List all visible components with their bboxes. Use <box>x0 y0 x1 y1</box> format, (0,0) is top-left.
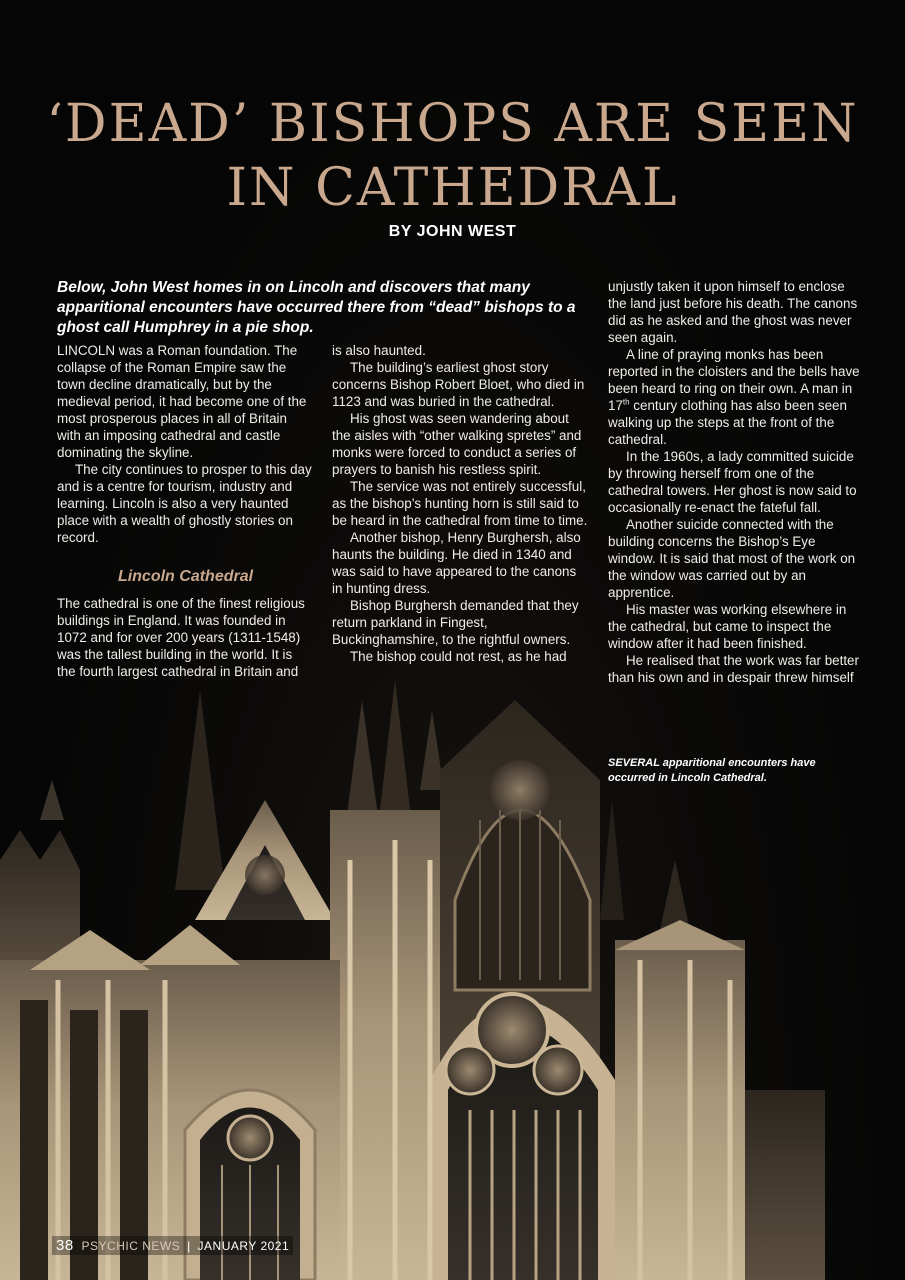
paragraph: Another suicide connected with the building concerns the Bishop’s Eye window. It is said that most of the work on the window was carried out by an apprentice. <box>608 517 856 600</box>
publication-name: PSYCHIC NEWS <box>81 1239 181 1253</box>
column-1 <box>57 342 314 680</box>
paragraph: LINCOLN was a Roman foundation. The collapse of the Roman Empire saw the town decline dramatically, but by the medieval period, it had become one of the most prosperous places in all of Britain with an imposing cathedral and castle dominating the skyline. <box>57 343 307 460</box>
paragraph: The cathedral is one of the finest religious buildings in England. It was founded in 1072 and for over 200 years (1311-1548) was the tallest building in the world. It is the fourth largest cathedral in Britain and <box>57 596 305 679</box>
issue-date: JANUARY 2021 <box>197 1239 290 1253</box>
title-line-2: IN CATHEDRAL <box>226 158 679 218</box>
paragraph: The building’s earliest ghost story concerns Bishop Robert Bloet, who died in 1123 and was buried in the cathedral. <box>332 360 585 409</box>
column-3 <box>608 278 866 686</box>
photo-caption: SEVERAL apparitional encounters have occurred in Lincoln Cathedral. <box>608 757 816 784</box>
ordinal-suffix: th <box>622 397 630 407</box>
section-subheading: Lincoln Cathedral <box>117 568 254 585</box>
paragraph: His ghost was seen wandering about the aisles with “other walking spretes” and monks were forced to conduct a series of prayers to banish his restless spirit. <box>332 411 582 477</box>
intro-standfirst: Below, John West homes in on Lincoln and discovers that many apparitional encounters have occurred there from “dead” bishops to a ghost call Humphrey in a pie shop. <box>57 279 576 336</box>
paragraph: He realised that the work was far better than his own and in despair threw himself <box>608 653 859 685</box>
footer-separator: | <box>187 1239 191 1253</box>
paragraph: The service was not entirely successful, as the bishop’s hunting horn is still said to be heard in the cathedral from time to time. <box>332 479 588 528</box>
column-2 <box>332 342 590 665</box>
paragraph: Another bishop, Henry Burghersh, also haunts the building. He died in 1340 and was said to have appeared to the canons in hunting dress. <box>332 530 581 596</box>
page-footer <box>52 1236 293 1255</box>
paragraph <box>608 346 866 448</box>
paragraph: In the 1960s, a lady committed suicide by throwing herself from one of the cathedral towers. Her ghost is now said to occasionally re-enact the fateful fall. <box>608 449 857 515</box>
text-run: A line of praying monks has been reported in the cloisters and the bells have been heard to ring on their own. A man in 17 <box>608 347 860 413</box>
cathedral-photo <box>0 660 905 1280</box>
article-title <box>40 92 865 220</box>
byline: BY JOHN WEST <box>388 223 517 240</box>
paragraph: The bishop could not rest, as he had <box>350 649 567 664</box>
paragraph: The city continues to prosper to this day and is a centre for tourism, industry and learning. Lincoln is also a very haunted place with a wealth of ghostly stories on record. <box>57 462 312 545</box>
page-number: 38 <box>56 1237 74 1254</box>
paragraph: Bishop Burghersh demanded that they return parkland in Fingest, Buckinghamshire, to the rightful owners. <box>332 598 579 647</box>
paragraph: His master was working elsewhere in the cathedral, but came to inspect the window after it had been finished. <box>608 602 847 651</box>
paragraph: unjustly taken it upon himself to enclose the land just before his death. The canons did as he asked and the ghost was never seen again. <box>608 279 858 345</box>
paragraph: is also haunted. <box>332 343 426 358</box>
text-run: century clothing has also been seen walking up the steps at the front of the cathedral. <box>608 398 847 447</box>
title-line-1: ‘DEAD’ BISHOPS ARE SEEN <box>46 94 859 154</box>
